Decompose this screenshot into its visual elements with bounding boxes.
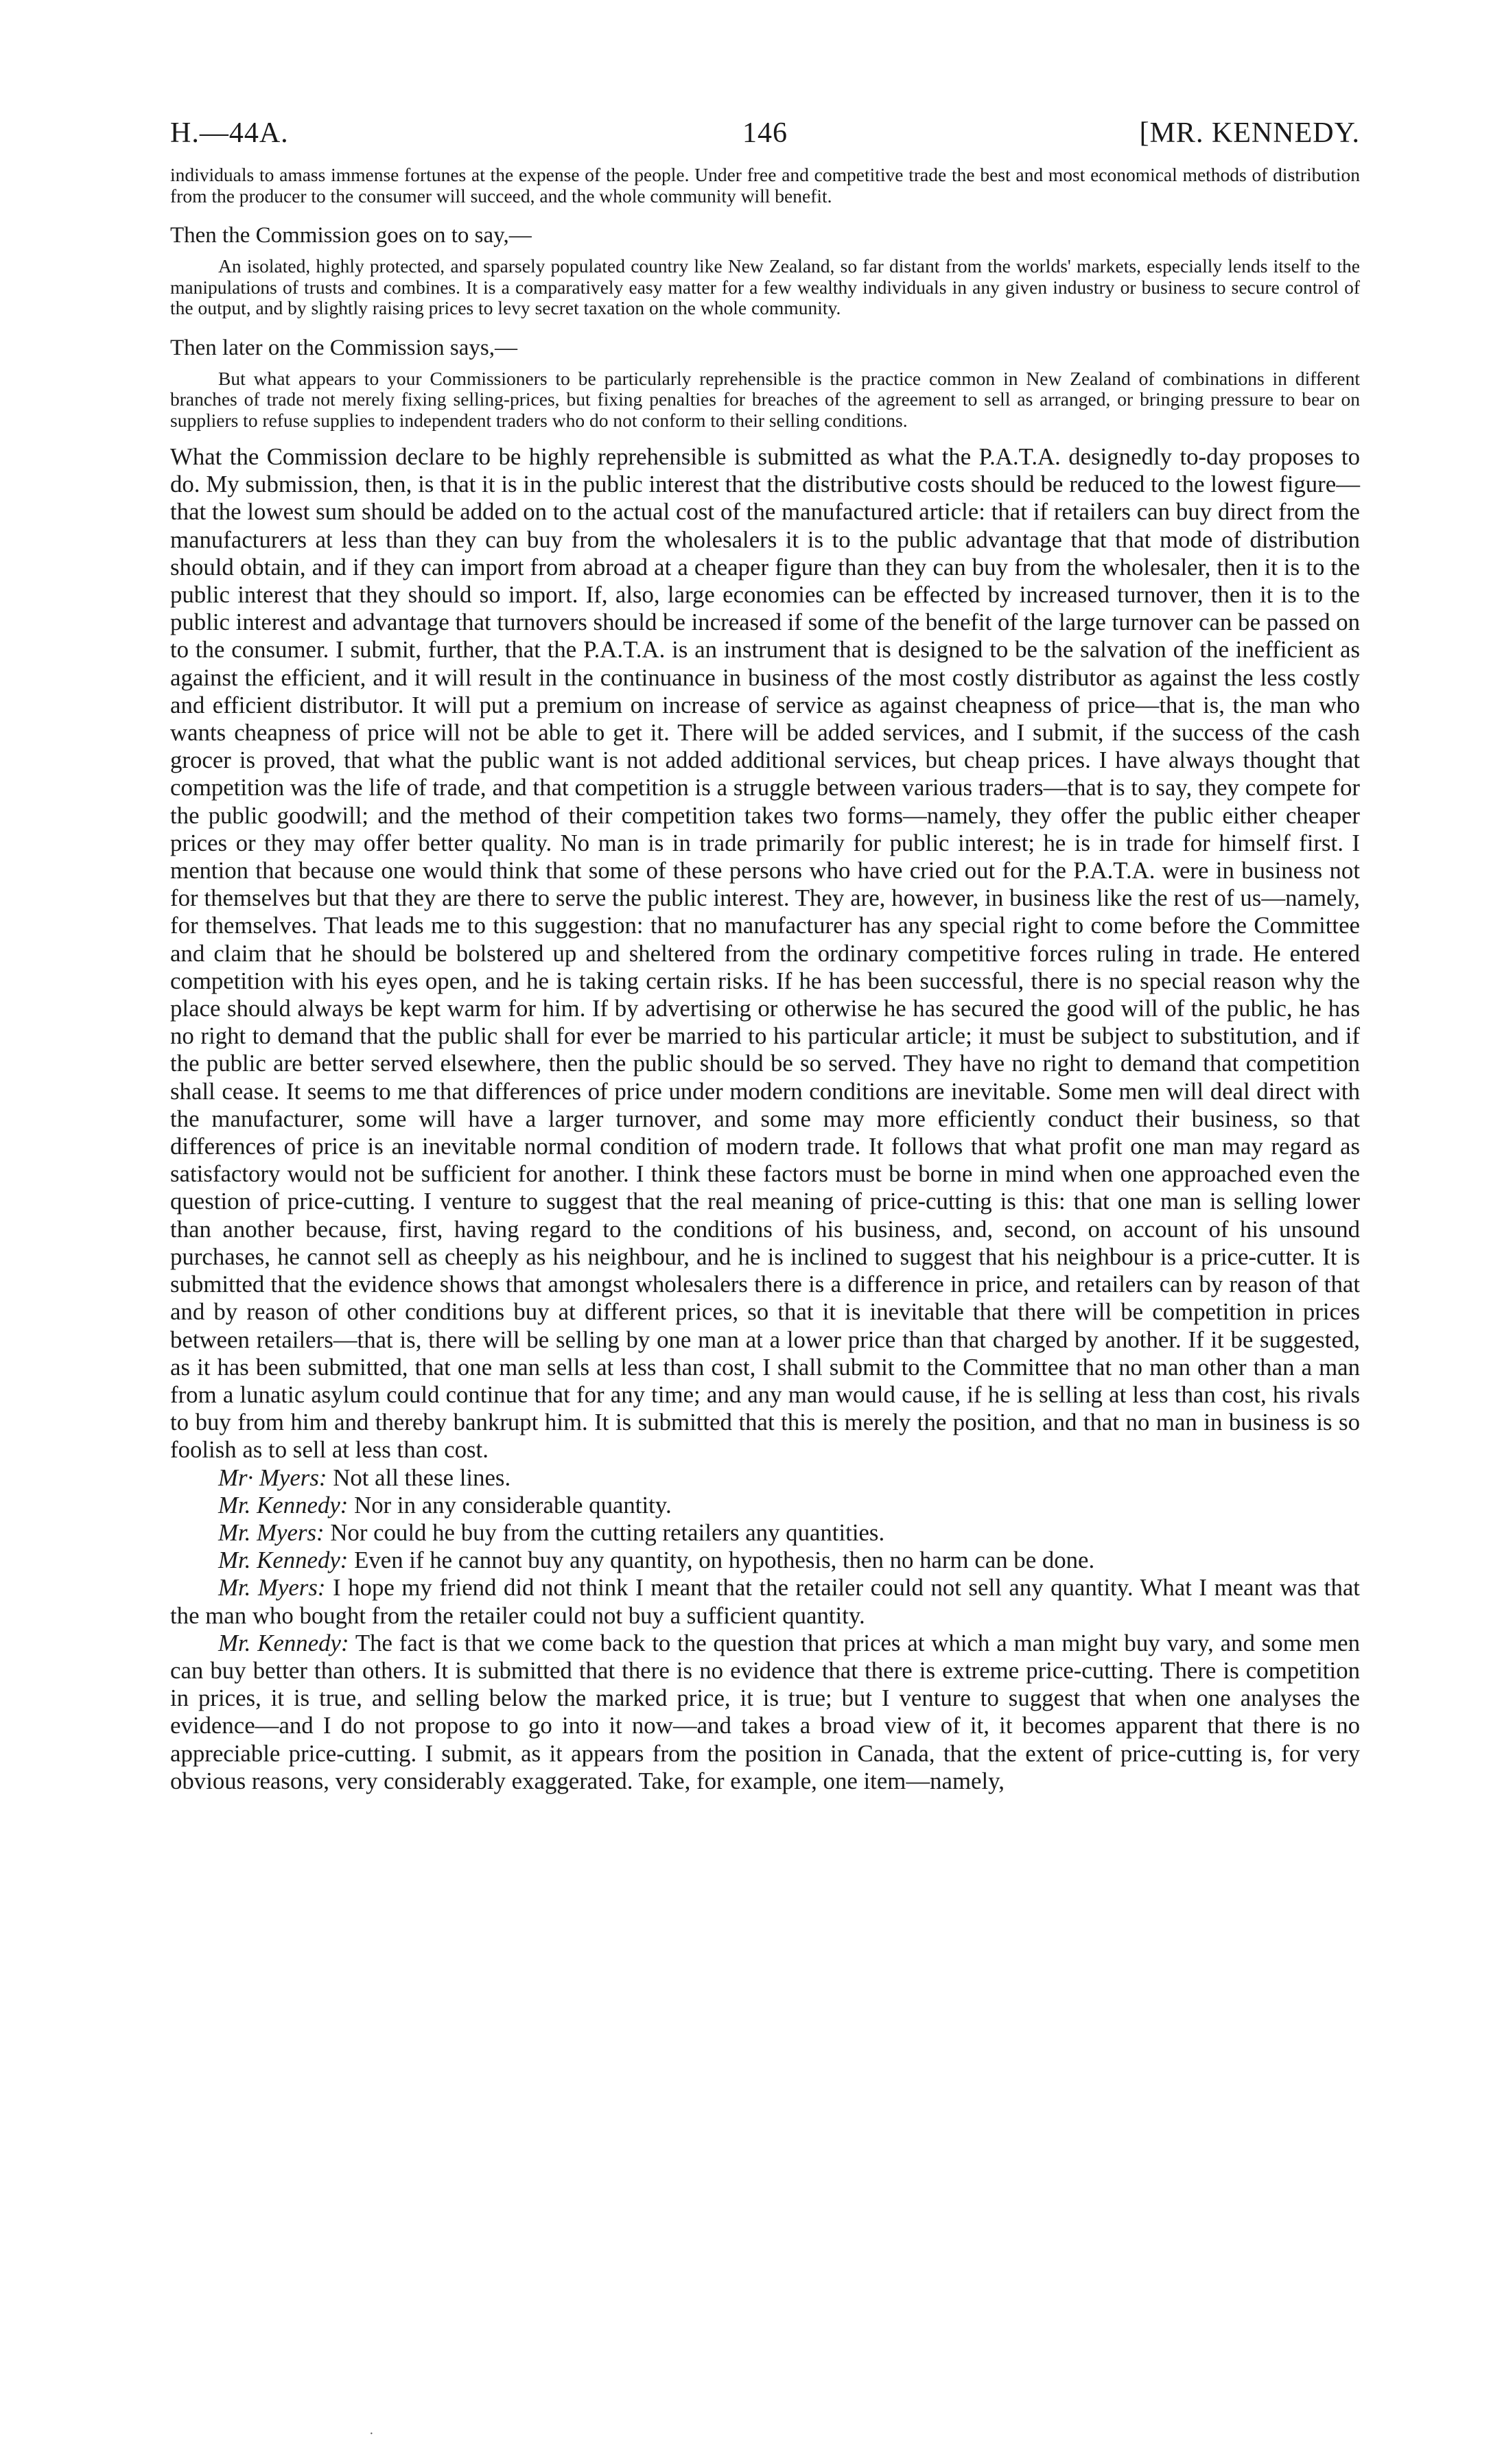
speaker-name: Mr. Myers: [218,1518,325,1546]
speaker-name: Mr. Kennedy: [218,1629,349,1656]
document-page [170,117,1360,1795]
exchange-text: I hope my friend did not think I meant that the retailer could not sell any quantity. What I meant was that the man who bought from the retailer could not buy a sufficient quantity. [170,1574,1360,1629]
continued-paragraph: individuals to amass immense fortunes at the expense of the people. Under free and competitive trade the best and most economical methods of distribution from the producer to the consumer will succeed, and the whole community will benefit. [170,164,1360,207]
exchange-line [170,1519,1360,1547]
speaker-name: Mr. Myers: [218,1574,326,1601]
lead-in-commission-1: Then the Commission goes on to say,— [170,223,532,248]
speaker-header: [MR. KENNEDY. [1139,117,1360,149]
main-submission-paragraph: What the Commission declare to be highly reprehensible is submitted as what the P.A.T.A. designedly to-day proposes to do. My submission, then, is that it is in the public interest that the distributive costs should be reduced to the lowest figure—that the lowest sum should be added on to the actual cost of the manufactured article: that if retailers can buy direct from the manufacturers at less than they can buy from the wholesalers it is to the public advantage that that mode of distribution should obtain, and if they can import from abroad at a cheaper figure than they can buy from the wholesaler, then it is to the public interest that they should so import. If, also, large economies can be effected by increased turnover, then it is to the public interest and advantage that turnovers should be increased if some of the benefit of the large turnover can be passed on to the consumer. I submit, further, that the P.A.T.A. is an instrument that is designed to be the salvation of the inefficient as against the efficient, and it will result in the continuance in business of the most costly distributor as against the less costly and efficient distributor. It will put a premium on increase of service as against cheapness of price—that is, the man who wants cheapness of price will not be able to get it. There will be added services, and I submit, if the success of the cash grocer is proved, that what the public want is not added additional services, but cheap prices. I have always thought that competition was the life of trade, and that competition is a struggle between various traders—that is to say, they compete for the public goodwill; and the method of their competition takes two forms—namely, they offer the public either cheaper prices or they may offer better quality. No man is in trade primarily for public interest; he is in trade for himself first. I mention that because one would think that some of these persons who have cried out for the P.A.T.A. were in business not for themselves but that they are there to serve the public interest. They are, however, in business like the rest of us—namely, for themselves. That leads me to this suggestion: that no manufacturer has any special right to come before the Committee and claim that he should be bolstered up and sheltered from the ordinary competitive forces ruling in trade. He entered competition with his eyes open, and he is taking certain risks. If he has been successful, there is no special reason why the place should always be kept warm for him. If by advertising or otherwise he has secured the good will of the public, he has no right to demand that the public shall for ever be married to his particular article; it must be subject to substitution, and if the public are better served elsewhere, then the public should be so served. They have no right to demand that competition shall cease. It seems to me that differences of price under modern conditions are inevitable. Some men will deal direct with the manufacturer, some will have a larger turnover, and some may more efficiently conduct their business, so that differences of price is an inevitable normal condition of modern trade. It follows that what profit one man may regard as satisfactory would not be sufficient for another. I think these factors must be borne in mind when one approached even the question of price-cutting. I venture to suggest that the real meaning of price-cutting is this: that one man is selling lower than another because, first, having regard to the conditions of his business, and, second, on account of his unsound purchases, he cannot sell as cheeply as his neighbour, and he is inclined to suggest that his neighbour is a price-cutter. It is submitted that the evidence shows that amongst wholesalers there is a difference in price, and retailers can by reason of that and by reason of other conditions buy at different prices, so that it is inevitable that there will be competition in prices between retailers—that is, there will be selling by one man at a lower price than that charged by another. If it be suggested, as it has been submitted, that one man sells at less than cost, I shall submit to the Committee that no man other than a man from a lunatic asylum could continue that for any time; and any man would cause, if he is selling at less than cost, his rivals to buy from him and thereby bankrupt him. It is submitted that this is merely the position, and that no man in business is so foolish as to sell at less than cost. [170,443,1360,1464]
lead-in-commission-2: Then later on the Commission says,— [170,335,517,360]
exchange-text: The fact is that we come back to the question that prices at which a man might buy vary, and some men can buy better than others. It is submitted that there is no evidence that there is extreme price-cutting. There is competition in prices, it is true, and selling below the marked price, it is true; but I venture to suggest that when one analyses the evidence—and I do not propose to go into it now—and takes a broad view of it, it becomes apparent that there is no appreciable price-cutting. I submit, as it appears from the position in Canada, that the extent of price-cutting is, for very obvious reasons, very considerably exaggerated. Take, for example, one item—namely, [170,1629,1360,1794]
exchange-line [170,1464,1360,1492]
commission-quote-2: But what appears to your Commissioners to be particularly reprehensible is the practice common in New Zealand of combinations in different branches of trade not merely fixing selling-prices, but fixing penalties for breaches of the agreement to sell as arranged, or bringing pressure to bear on suppliers to refuse supplies to independent traders who do not conform to their selling conditions. [170,367,1360,431]
exchange-line [170,1547,1360,1574]
exchange-line [170,1574,1360,1629]
running-header [170,117,1360,165]
paper-reference: H.—44A. [170,117,289,149]
exchange-text: Nor could he buy from the cutting retailers any quantities. [330,1518,885,1546]
speaker-name: Mr· Myers: [218,1464,327,1491]
speaker-name: Mr. Kennedy: [218,1491,349,1518]
speaker-name: Mr. Kennedy: [218,1547,349,1574]
exchange-text: Even if he cannot buy any quantity, on hypothesis, then no harm can be done. [354,1547,1095,1574]
exchange-line [170,1492,1360,1519]
exchange-line [170,1630,1360,1795]
stray-mark: · [369,2426,374,2441]
exchange-text: Not all these lines. [333,1464,511,1491]
exchange-text: Nor in any considerable quantity. [354,1491,672,1518]
commission-quote-1: An isolated, highly protected, and sparsely populated country like New Zealand, so far distant from the worlds' markets, especially lends itself to the manipulations of trusts and combines. It is a comparatively easy matter for a few wealthy individuals in any given industry or business to secure control of the output, and by slightly raising prices to levy secret taxation on the whole community. [170,255,1360,318]
page-number: 146 [742,117,788,149]
